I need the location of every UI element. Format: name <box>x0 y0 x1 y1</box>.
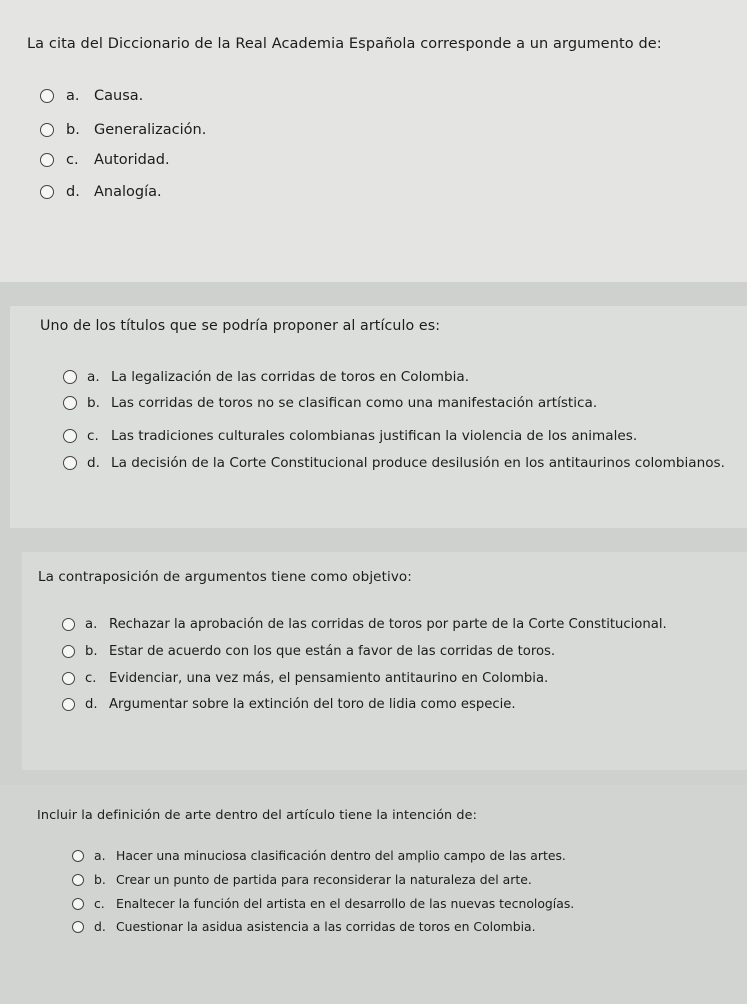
option-label: Enaltecer la función del artista en el desarrollo de las nuevas tecnologías. <box>116 896 575 911</box>
radio-button[interactable] <box>62 618 75 631</box>
option-d[interactable] <box>72 919 536 934</box>
option-letter: a. <box>87 369 100 385</box>
option-label: Las tradiciones culturales colombianas justifican la violencia de los animales. <box>111 428 638 444</box>
option-label: Evidenciar, una vez más, el pensamiento antitaurino en Colombia. <box>109 671 549 686</box>
option-letter: c. <box>87 428 99 444</box>
radio-button[interactable] <box>40 123 54 137</box>
option-letter: b. <box>87 395 100 411</box>
option-label: Causa. <box>94 88 144 104</box>
option-letter: b. <box>85 644 98 659</box>
question-prompt: Incluir la definición de arte dentro del artículo tiene la intención de: <box>37 808 478 823</box>
option-a[interactable] <box>62 617 667 632</box>
option-a[interactable] <box>63 369 469 385</box>
radio-button[interactable] <box>62 645 75 658</box>
radio-button[interactable] <box>63 429 77 443</box>
option-letter: c. <box>85 671 97 686</box>
option-label: La legalización de las corridas de toros en Colombia. <box>111 369 470 385</box>
radio-button[interactable] <box>63 396 77 410</box>
option-letter: c. <box>94 896 105 911</box>
radio-button[interactable] <box>72 874 84 886</box>
option-label: Crear un punto de partida para reconsiderar la naturaleza del arte. <box>116 872 532 887</box>
radio-button[interactable] <box>63 456 77 470</box>
option-b[interactable] <box>72 872 532 887</box>
option-label: Autoridad. <box>94 152 170 168</box>
question-prompt: La contraposición de argumentos tiene como objetivo: <box>38 569 412 585</box>
option-d[interactable] <box>62 697 516 712</box>
option-label: Generalización. <box>94 122 207 138</box>
option-letter: a. <box>66 88 80 104</box>
option-letter: d. <box>85 697 98 712</box>
radio-button[interactable] <box>62 672 75 685</box>
question-prompt: Uno de los títulos que se podría proponer al artículo es: <box>40 318 441 334</box>
option-letter: c. <box>66 152 79 168</box>
option-letter: b. <box>94 872 106 887</box>
option-letter: b. <box>66 122 80 138</box>
option-letter: a. <box>85 617 98 632</box>
option-label: Rechazar la aprobación de las corridas de toros por parte de la Corte Constitucional. <box>109 617 667 632</box>
option-label: Analogía. <box>94 184 162 200</box>
option-b[interactable] <box>40 122 206 138</box>
option-c[interactable] <box>63 428 637 444</box>
option-a[interactable] <box>72 848 566 863</box>
radio-button[interactable] <box>62 698 75 711</box>
radio-button[interactable] <box>72 898 84 910</box>
option-letter: a. <box>94 848 106 863</box>
option-letter: d. <box>66 184 80 200</box>
question-panel-4 <box>0 785 747 1004</box>
option-a[interactable] <box>40 88 143 104</box>
option-c[interactable] <box>72 896 574 911</box>
question-panel-2 <box>10 306 747 528</box>
option-c[interactable] <box>62 671 548 686</box>
option-label: Las corridas de toros no se clasifican como una manifestación artística. <box>111 395 598 411</box>
option-b[interactable] <box>63 395 597 411</box>
radio-button[interactable] <box>40 185 54 199</box>
option-letter: d. <box>87 455 100 471</box>
option-c[interactable] <box>40 152 170 168</box>
option-d[interactable] <box>63 455 725 471</box>
option-d[interactable] <box>40 184 162 200</box>
question-prompt: La cita del Diccionario de la Real Academia Española corresponde a un argumento de: <box>27 36 662 52</box>
radio-button[interactable] <box>40 153 54 167</box>
option-label: La decisión de la Corte Constitucional produce desilusión en los antitaurinos colombianos. <box>111 455 725 471</box>
question-panel-1 <box>0 0 747 282</box>
option-label: Argumentar sobre la extinción del toro de lidia como especie. <box>109 697 516 712</box>
option-b[interactable] <box>62 644 555 659</box>
option-letter: d. <box>94 919 106 934</box>
radio-button[interactable] <box>72 850 84 862</box>
radio-button[interactable] <box>72 921 84 933</box>
option-label: Estar de acuerdo con los que están a favor de las corridas de toros. <box>109 644 556 659</box>
radio-button[interactable] <box>40 89 54 103</box>
option-label: Cuestionar la asidua asistencia a las corridas de toros en Colombia. <box>116 919 536 934</box>
radio-button[interactable] <box>63 370 77 384</box>
question-panel-3 <box>22 552 747 770</box>
option-label: Hacer una minuciosa clasificación dentro del amplio campo de las artes. <box>116 848 566 863</box>
